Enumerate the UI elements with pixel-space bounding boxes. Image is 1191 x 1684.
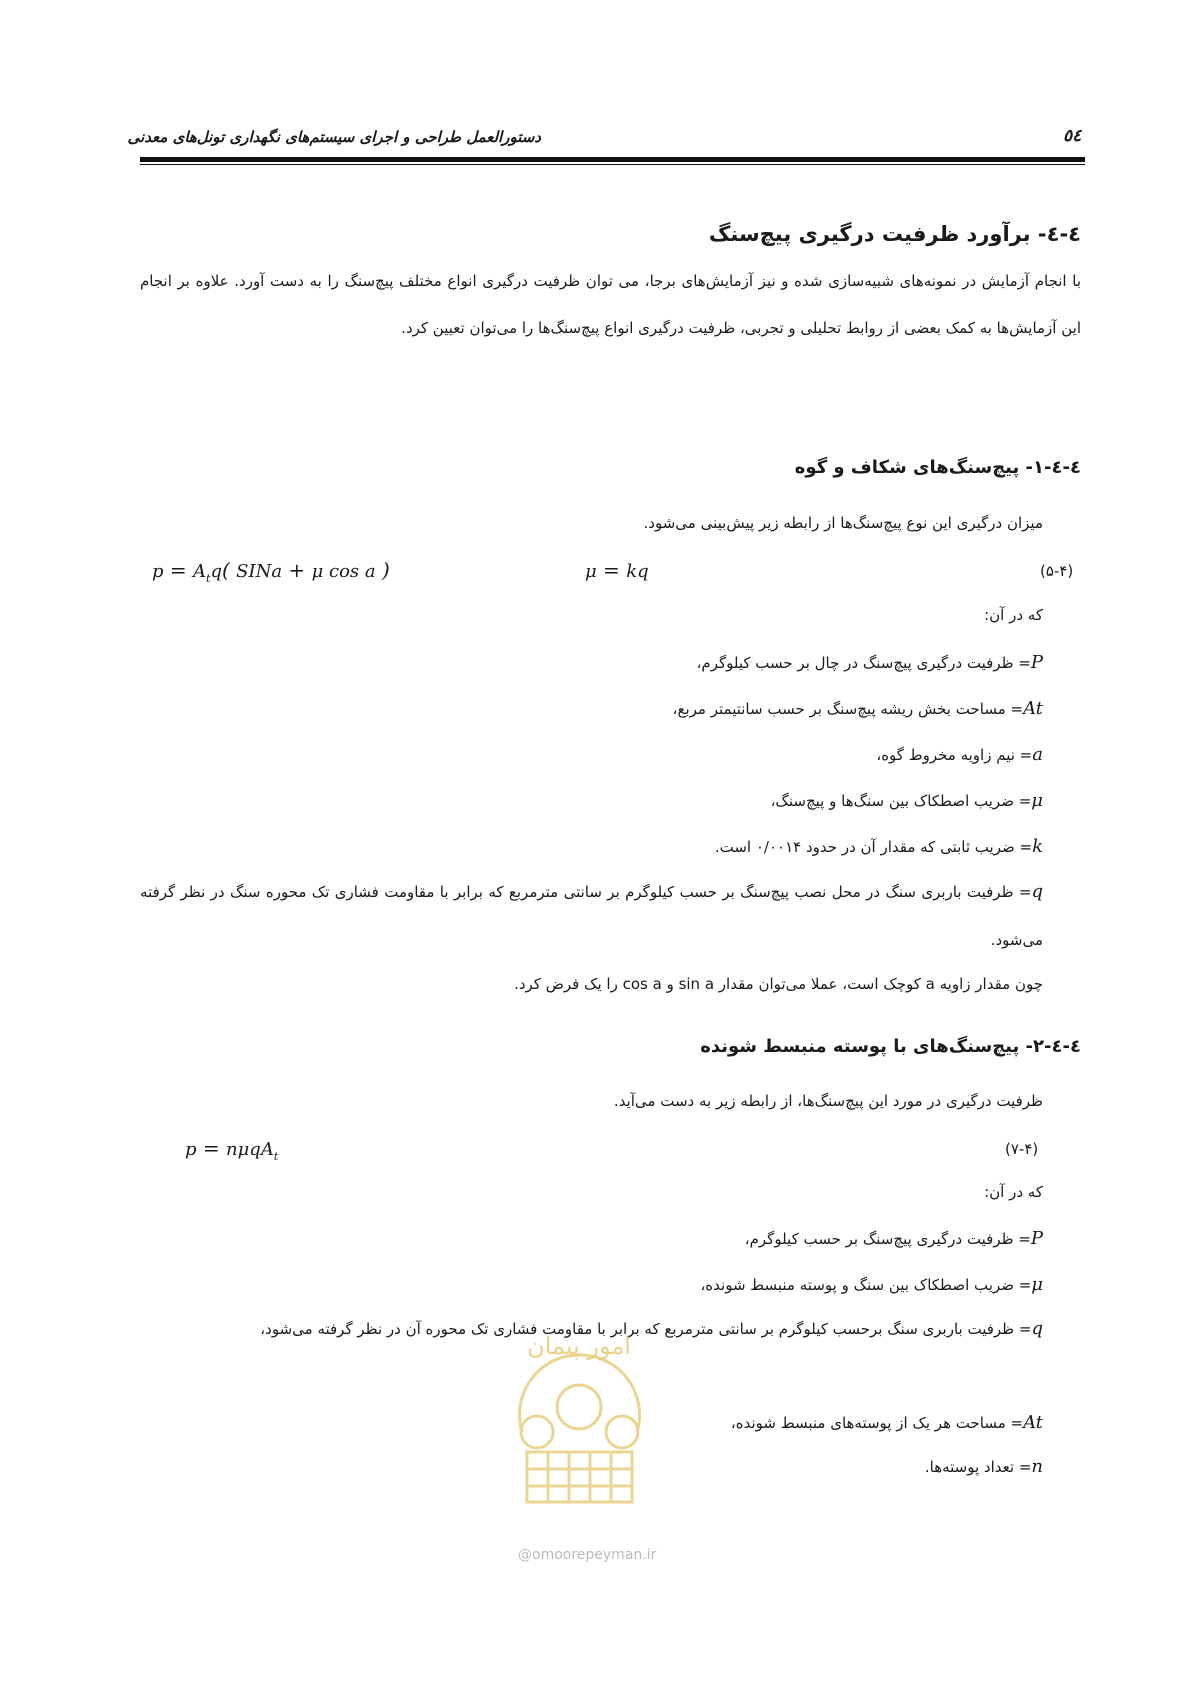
definition-at — [673, 698, 1043, 719]
watermark-text: امور پیمان — [527, 1332, 631, 1360]
definition-text: = مساحت هر یک از پوسته‌های منبسط شونده، — [730, 1414, 1024, 1432]
watermark-url: @omoorepeyman.ir — [518, 1547, 657, 1563]
symbol-p: P — [1030, 1228, 1043, 1249]
definition-text: = ظرفیت درگیری پیچ‌سنگ در چال بر حسب کیلوگرم، — [696, 654, 1031, 672]
definition-p — [697, 652, 1043, 673]
definition-q — [140, 868, 1043, 964]
header-rule-thin — [140, 164, 1085, 165]
watermark-logo — [492, 1312, 667, 1512]
formula-expanding-shell: p = nμqA$_t$ — [185, 1136, 279, 1163]
definition-text: = ضریب اصطکاک بین سنگ‌ها و پیچ‌سنگ، — [770, 792, 1032, 810]
subsection-1-heading: ٤-٤-١- پیچ‌سنگ‌های شکاف و گوه — [794, 457, 1081, 478]
definition-text: = نیم زاویه مخروط گوه، — [876, 746, 1033, 764]
symbol-q: q — [1031, 881, 1043, 902]
definition-text: = ظرفیت باربری سنگ در محل نصب پیچ‌سنگ بر حسب کیلوگرم بر سانتی مترمربع که برابر با مقاومت فشاری تک محوره سنگ در نظر گرفته می‌شود. — [140, 883, 1043, 949]
symbol-a: a — [1032, 744, 1043, 765]
where-label-2: که در آن: — [984, 1183, 1043, 1201]
formula-main: $p = A_tq$( SINa + μ cos a ) — [152, 558, 390, 585]
symbol-mu: μ — [1031, 790, 1043, 811]
equation-number-1: (۵-۴) — [1040, 562, 1074, 580]
definition-text: = ضریب ثابتی که مقدار آن در حدود ۰/۰۰۱۴ است. — [714, 838, 1033, 856]
symbol-at: At — [1023, 698, 1043, 719]
subsection-1-note: چون مقدار زاویه a کوچک است، عملا می‌توان مقدار sin a و cos a را یک فرض کرد. — [514, 975, 1043, 993]
subsection-2-intro: ظرفیت درگیری در مورد این پیچ‌سنگ‌ها، از رابطه زیر به دست می‌آید. — [613, 1092, 1043, 1110]
subsection-1-intro: میزان درگیری این نوع پیچ‌سنگ‌ها از رابطه زیر پیش‌بینی می‌شود. — [643, 514, 1043, 532]
section-heading: ٤-٤- برآورد ظرفیت درگیری پیچ‌سنگ — [708, 222, 1081, 246]
definition-mu — [771, 790, 1043, 811]
symbol-k: k — [1032, 836, 1043, 857]
running-header-title: دستورالعمل طراحی و اجرای سیستم‌های نگهداری تونل‌های معدنی — [127, 128, 541, 146]
definition-text: = مساحت بخش ریشه پیچ‌سنگ بر حسب سانتیمتر مربع، — [672, 700, 1024, 718]
equation-number-2: (۷-۴) — [1005, 1140, 1039, 1158]
page-number: ٥٤ — [1063, 126, 1082, 146]
symbol-q: q — [1031, 1318, 1043, 1339]
where-label-1: که در آن: — [984, 606, 1043, 624]
symbol-at: At — [1023, 1412, 1043, 1433]
definition-k — [715, 836, 1043, 857]
subsection-2-heading: ٤-٤-٢- پیچ‌سنگ‌های با پوسته منبسط شونده — [700, 1036, 1081, 1057]
formula-mu: μ = kq — [585, 558, 649, 582]
definition-text: = ضریب اصطکاک بین سنگ و پوسته منبسط شونده، — [700, 1276, 1032, 1294]
definition-p-2 — [745, 1228, 1043, 1249]
definition-a — [876, 744, 1043, 765]
definition-mu-2 — [700, 1274, 1043, 1295]
header-rule-thick — [140, 157, 1085, 162]
section-intro-paragraph: با انجام آزمایش در نمونه‌های شبیه‌سازی شده و نیز آزمایش‌های برجا، می توان ظرفیت درگیری انواع مختلف پیچ‌سنگ را به دست آورد. علاوه بر انجام این آزمایش‌ها به کمک بعضی از روابط تحلیلی و تجربی، ظرفیت درگیری انواع پیچ‌سنگ‌ها را می‌توان تعیین کرد. — [140, 272, 1081, 337]
definition-at-2 — [731, 1412, 1043, 1433]
watermark-url-text: omoorepeyman.ir — [532, 1547, 657, 1563]
definition-text: = ظرفیت درگیری پیچ‌سنگ بر حسب کیلوگرم، — [744, 1230, 1031, 1248]
definition-text: = ظرفیت باربری سنگ برحسب کیلوگرم بر سانتی مترمربع که برابر با مقاومت فشاری تک محوره آن در نظر گرفته می‌شود، — [260, 1320, 1032, 1338]
symbol-p: P — [1030, 652, 1043, 673]
definition-n — [925, 1456, 1043, 1477]
symbol-mu: μ — [1031, 1274, 1043, 1295]
definition-text: = تعداد پوسته‌ها. — [924, 1458, 1032, 1476]
symbol-n: n — [1031, 1456, 1043, 1477]
